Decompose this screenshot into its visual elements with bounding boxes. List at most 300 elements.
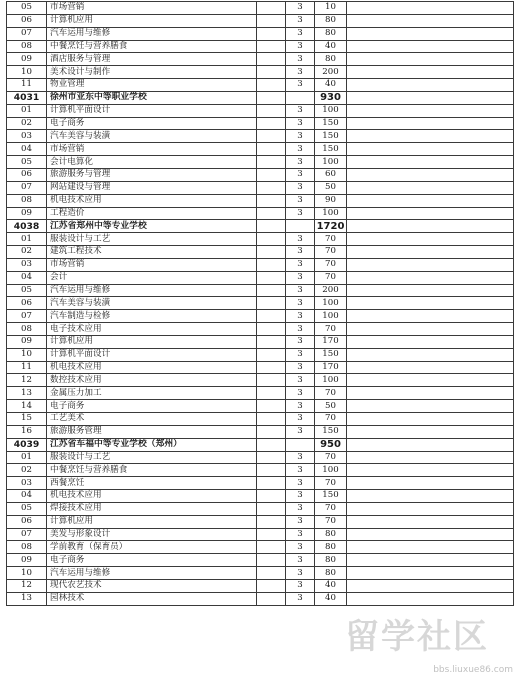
cell-code: 01	[7, 104, 47, 117]
cell-remarks	[347, 297, 514, 310]
program-row	[7, 40, 514, 53]
cell-quota: 80	[315, 53, 347, 66]
cell-quota: 90	[315, 194, 347, 207]
cell-quota: 40	[315, 79, 347, 92]
cell-name: 西餐烹饪	[47, 477, 257, 490]
cell-remarks	[347, 348, 514, 361]
cell-empty	[257, 2, 286, 15]
program-row	[7, 323, 514, 336]
cell-empty	[257, 348, 286, 361]
cell-remarks	[347, 567, 514, 580]
cell-duration: 3	[286, 233, 315, 246]
cell-name: 建筑工程技术	[47, 246, 257, 259]
cell-quota: 50	[315, 181, 347, 194]
cell-duration: 3	[286, 79, 315, 92]
cell-code: 4031	[7, 91, 47, 104]
cell-empty	[257, 323, 286, 336]
program-row	[7, 579, 514, 592]
cell-quota: 200	[315, 66, 347, 79]
cell-code: 04	[7, 143, 47, 156]
cell-remarks	[347, 323, 514, 336]
cell-duration: 3	[286, 53, 315, 66]
cell-duration: 3	[286, 464, 315, 477]
cell-code: 08	[7, 541, 47, 554]
cell-remarks	[347, 258, 514, 271]
cell-name: 焊接技术应用	[47, 502, 257, 515]
cell-remarks	[347, 284, 514, 297]
watermark-url: bbs.liuxue86.com	[433, 665, 513, 675]
cell-remarks	[347, 14, 514, 27]
cell-code: 05	[7, 156, 47, 169]
cell-code: 08	[7, 323, 47, 336]
cell-empty	[257, 335, 286, 348]
cell-duration: 3	[286, 297, 315, 310]
cell-quota: 100	[315, 374, 347, 387]
cell-name: 市场营销	[47, 258, 257, 271]
cell-duration: 3	[286, 374, 315, 387]
cell-remarks	[347, 91, 514, 104]
cell-duration: 3	[286, 528, 315, 541]
cell-empty	[257, 425, 286, 438]
cell-code: 10	[7, 66, 47, 79]
cell-code: 06	[7, 168, 47, 181]
cell-duration: 3	[286, 348, 315, 361]
program-row	[7, 14, 514, 27]
cell-code: 05	[7, 284, 47, 297]
cell-empty	[257, 297, 286, 310]
cell-duration: 3	[286, 181, 315, 194]
cell-quota: 150	[315, 143, 347, 156]
cell-name: 工程造价	[47, 207, 257, 220]
cell-code: 09	[7, 335, 47, 348]
cell-empty	[257, 181, 286, 194]
cell-remarks	[347, 541, 514, 554]
cell-quota: 70	[315, 413, 347, 426]
cell-code: 08	[7, 194, 47, 207]
program-row	[7, 143, 514, 156]
cell-remarks	[347, 40, 514, 53]
cell-duration: 3	[286, 335, 315, 348]
cell-empty	[257, 502, 286, 515]
cell-quota: 40	[315, 579, 347, 592]
cell-remarks	[347, 181, 514, 194]
cell-empty	[257, 66, 286, 79]
cell-remarks	[347, 554, 514, 567]
program-row	[7, 194, 514, 207]
cell-remarks	[347, 464, 514, 477]
cell-remarks	[347, 66, 514, 79]
program-row	[7, 374, 514, 387]
cell-code: 02	[7, 117, 47, 130]
cell-name: 汽车运用与维修	[47, 27, 257, 40]
cell-code: 13	[7, 387, 47, 400]
cell-duration: 3	[286, 387, 315, 400]
cell-name: 数控技术应用	[47, 374, 257, 387]
cell-remarks	[347, 400, 514, 413]
cell-empty	[257, 413, 286, 426]
cell-code: 4039	[7, 438, 47, 451]
program-row	[7, 515, 514, 528]
program-row	[7, 66, 514, 79]
cell-empty	[257, 464, 286, 477]
cell-quota: 200	[315, 284, 347, 297]
cell-empty	[257, 194, 286, 207]
cell-empty	[257, 361, 286, 374]
cell-code: 12	[7, 374, 47, 387]
cell-quota: 60	[315, 168, 347, 181]
cell-code: 07	[7, 27, 47, 40]
cell-quota: 50	[315, 400, 347, 413]
cell-duration: 3	[286, 541, 315, 554]
school-row	[7, 91, 514, 104]
cell-name: 美发与形象设计	[47, 528, 257, 541]
cell-code: 16	[7, 425, 47, 438]
cell-empty	[257, 220, 286, 233]
cell-code: 12	[7, 579, 47, 592]
cell-quota: 70	[315, 477, 347, 490]
cell-duration: 3	[286, 168, 315, 181]
cell-name: 计算机平面设计	[47, 348, 257, 361]
cell-name: 计算机应用	[47, 14, 257, 27]
cell-quota: 170	[315, 335, 347, 348]
cell-code: 11	[7, 79, 47, 92]
cell-name: 会计电算化	[47, 156, 257, 169]
cell-remarks	[347, 579, 514, 592]
program-row	[7, 130, 514, 143]
cell-empty	[257, 451, 286, 464]
program-row	[7, 297, 514, 310]
table-body	[7, 2, 514, 606]
cell-empty	[257, 515, 286, 528]
cell-name: 计算机应用	[47, 515, 257, 528]
program-row	[7, 246, 514, 259]
program-row	[7, 502, 514, 515]
cell-quota: 80	[315, 567, 347, 580]
cell-empty	[257, 104, 286, 117]
cell-empty	[257, 79, 286, 92]
cell-empty	[257, 592, 286, 605]
cell-quota: 70	[315, 451, 347, 464]
cell-duration: 3	[286, 515, 315, 528]
cell-duration: 3	[286, 143, 315, 156]
cell-name: 汽车美容与装潢	[47, 297, 257, 310]
cell-empty	[257, 567, 286, 580]
program-row	[7, 490, 514, 503]
cell-remarks	[347, 335, 514, 348]
cell-empty	[257, 490, 286, 503]
cell-code: 11	[7, 361, 47, 374]
cell-duration: 3	[286, 400, 315, 413]
cell-duration: 3	[286, 117, 315, 130]
cell-code: 03	[7, 130, 47, 143]
cell-quota: 950	[315, 438, 347, 451]
cell-code: 07	[7, 528, 47, 541]
cell-duration: 3	[286, 361, 315, 374]
cell-code: 08	[7, 40, 47, 53]
cell-remarks	[347, 374, 514, 387]
cell-empty	[257, 271, 286, 284]
cell-duration: 3	[286, 258, 315, 271]
cell-code: 07	[7, 310, 47, 323]
cell-remarks	[347, 27, 514, 40]
cell-quota: 150	[315, 425, 347, 438]
cell-remarks	[347, 592, 514, 605]
cell-name: 物业管理	[47, 79, 257, 92]
cell-code: 03	[7, 258, 47, 271]
cell-empty	[257, 27, 286, 40]
cell-code: 06	[7, 14, 47, 27]
cell-name: 电子技术应用	[47, 323, 257, 336]
program-row	[7, 168, 514, 181]
cell-quota: 100	[315, 310, 347, 323]
cell-quota: 80	[315, 554, 347, 567]
program-row	[7, 27, 514, 40]
cell-duration: 3	[286, 323, 315, 336]
cell-remarks	[347, 438, 514, 451]
cell-code: 02	[7, 464, 47, 477]
cell-quota: 150	[315, 348, 347, 361]
program-row	[7, 156, 514, 169]
cell-duration: 3	[286, 425, 315, 438]
cell-duration: 3	[286, 14, 315, 27]
program-row	[7, 271, 514, 284]
cell-duration: 3	[286, 490, 315, 503]
cell-remarks	[347, 451, 514, 464]
cell-quota: 70	[315, 233, 347, 246]
enrollment-plan-table	[6, 1, 514, 606]
program-row	[7, 79, 514, 92]
watermark-logo-text: 留学社区	[345, 617, 489, 657]
cell-empty	[257, 233, 286, 246]
program-row	[7, 348, 514, 361]
cell-empty	[257, 374, 286, 387]
cell-duration: 3	[286, 66, 315, 79]
cell-code: 06	[7, 515, 47, 528]
cell-remarks	[347, 117, 514, 130]
cell-duration: 3	[286, 156, 315, 169]
cell-quota: 100	[315, 104, 347, 117]
cell-empty	[257, 400, 286, 413]
site-watermark	[345, 607, 515, 677]
program-row	[7, 284, 514, 297]
cell-quota: 150	[315, 130, 347, 143]
cell-remarks	[347, 104, 514, 117]
program-row	[7, 541, 514, 554]
cell-remarks	[347, 528, 514, 541]
cell-code: 05	[7, 502, 47, 515]
cell-name: 汽车运用与维修	[47, 284, 257, 297]
cell-empty	[257, 143, 286, 156]
enrollment-table-page	[6, 1, 513, 606]
cell-code: 02	[7, 246, 47, 259]
cell-empty	[257, 168, 286, 181]
cell-code: 04	[7, 271, 47, 284]
cell-code: 09	[7, 53, 47, 66]
cell-duration	[286, 438, 315, 451]
cell-name: 市场营销	[47, 2, 257, 15]
program-row	[7, 207, 514, 220]
program-row	[7, 53, 514, 66]
cell-name: 金属压力加工	[47, 387, 257, 400]
cell-quota: 70	[315, 271, 347, 284]
cell-code: 10	[7, 348, 47, 361]
cell-code: 13	[7, 592, 47, 605]
program-row	[7, 181, 514, 194]
cell-duration: 3	[286, 310, 315, 323]
cell-name: 现代农艺技术	[47, 579, 257, 592]
cell-empty	[257, 14, 286, 27]
cell-quota: 80	[315, 541, 347, 554]
cell-name: 中餐烹饪与营养膳食	[47, 40, 257, 53]
cell-name: 机电技术应用	[47, 194, 257, 207]
program-row	[7, 117, 514, 130]
cell-empty	[257, 477, 286, 490]
cell-name: 电子商务	[47, 117, 257, 130]
cell-remarks	[347, 168, 514, 181]
cell-empty	[257, 554, 286, 567]
cell-remarks	[347, 194, 514, 207]
cell-remarks	[347, 477, 514, 490]
cell-quota: 100	[315, 464, 347, 477]
cell-remarks	[347, 271, 514, 284]
cell-empty	[257, 53, 286, 66]
cell-duration: 3	[286, 104, 315, 117]
cell-code: 03	[7, 477, 47, 490]
cell-name: 江苏省郑州中等专业学校	[47, 220, 257, 233]
cell-name: 中餐烹饪与营养膳食	[47, 464, 257, 477]
cell-code: 10	[7, 567, 47, 580]
cell-name: 服装设计与工艺	[47, 233, 257, 246]
cell-code: 14	[7, 400, 47, 413]
cell-code: 04	[7, 490, 47, 503]
cell-duration: 3	[286, 554, 315, 567]
cell-quota: 70	[315, 323, 347, 336]
cell-name: 电子商务	[47, 554, 257, 567]
cell-name: 计算机应用	[47, 335, 257, 348]
cell-quota: 70	[315, 515, 347, 528]
cell-remarks	[347, 220, 514, 233]
cell-name: 机电技术应用	[47, 361, 257, 374]
cell-quota: 80	[315, 27, 347, 40]
cell-name: 汽车制造与检修	[47, 310, 257, 323]
cell-code: 4038	[7, 220, 47, 233]
cell-remarks	[347, 143, 514, 156]
cell-quota: 100	[315, 156, 347, 169]
cell-quota: 80	[315, 528, 347, 541]
cell-code: 09	[7, 554, 47, 567]
program-row	[7, 554, 514, 567]
cell-quota: 40	[315, 40, 347, 53]
cell-name: 工艺美术	[47, 413, 257, 426]
cell-empty	[257, 156, 286, 169]
program-row	[7, 400, 514, 413]
cell-duration	[286, 220, 315, 233]
cell-empty	[257, 246, 286, 259]
cell-empty	[257, 387, 286, 400]
program-row	[7, 413, 514, 426]
cell-name: 机电技术应用	[47, 490, 257, 503]
cell-quota: 150	[315, 490, 347, 503]
cell-code: 15	[7, 413, 47, 426]
cell-empty	[257, 207, 286, 220]
school-row	[7, 438, 514, 451]
cell-duration: 3	[286, 451, 315, 464]
cell-duration: 3	[286, 477, 315, 490]
cell-code: 09	[7, 207, 47, 220]
cell-remarks	[347, 156, 514, 169]
cell-duration: 3	[286, 592, 315, 605]
cell-quota: 80	[315, 14, 347, 27]
cell-quota: 70	[315, 502, 347, 515]
program-row	[7, 2, 514, 15]
cell-name: 汽车运用与维修	[47, 567, 257, 580]
cell-empty	[257, 117, 286, 130]
cell-name: 学前教育（保育员）	[47, 541, 257, 554]
cell-quota: 170	[315, 361, 347, 374]
cell-empty	[257, 130, 286, 143]
cell-remarks	[347, 53, 514, 66]
cell-quota: 100	[315, 297, 347, 310]
cell-empty	[257, 528, 286, 541]
cell-name: 计算机平面设计	[47, 104, 257, 117]
cell-code: 06	[7, 297, 47, 310]
cell-quota: 70	[315, 246, 347, 259]
program-row	[7, 528, 514, 541]
program-row	[7, 477, 514, 490]
cell-quota: 70	[315, 387, 347, 400]
cell-remarks	[347, 207, 514, 220]
cell-duration: 3	[286, 284, 315, 297]
cell-name: 市场营销	[47, 143, 257, 156]
cell-remarks	[347, 515, 514, 528]
program-row	[7, 387, 514, 400]
cell-remarks	[347, 425, 514, 438]
cell-remarks	[347, 79, 514, 92]
cell-name: 旅游服务与管理	[47, 168, 257, 181]
cell-name: 徐州市亚东中等职业学校	[47, 91, 257, 104]
cell-empty	[257, 541, 286, 554]
cell-duration: 3	[286, 27, 315, 40]
program-row	[7, 567, 514, 580]
cell-remarks	[347, 490, 514, 503]
cell-name: 美术设计与制作	[47, 66, 257, 79]
cell-duration: 3	[286, 271, 315, 284]
cell-quota: 40	[315, 592, 347, 605]
cell-empty	[257, 40, 286, 53]
cell-empty	[257, 91, 286, 104]
cell-empty	[257, 284, 286, 297]
cell-duration	[286, 91, 315, 104]
cell-name: 旅游服务管理	[47, 425, 257, 438]
program-row	[7, 451, 514, 464]
cell-empty	[257, 258, 286, 271]
cell-remarks	[347, 502, 514, 515]
cell-quota: 150	[315, 117, 347, 130]
cell-quota: 930	[315, 91, 347, 104]
cell-remarks	[347, 413, 514, 426]
cell-quota: 1720	[315, 220, 347, 233]
program-row	[7, 592, 514, 605]
cell-quota: 100	[315, 207, 347, 220]
cell-duration: 3	[286, 130, 315, 143]
cell-code: 07	[7, 181, 47, 194]
cell-remarks	[347, 361, 514, 374]
program-row	[7, 335, 514, 348]
program-row	[7, 310, 514, 323]
cell-quota: 70	[315, 258, 347, 271]
cell-name: 园林技术	[47, 592, 257, 605]
cell-remarks	[347, 2, 514, 15]
